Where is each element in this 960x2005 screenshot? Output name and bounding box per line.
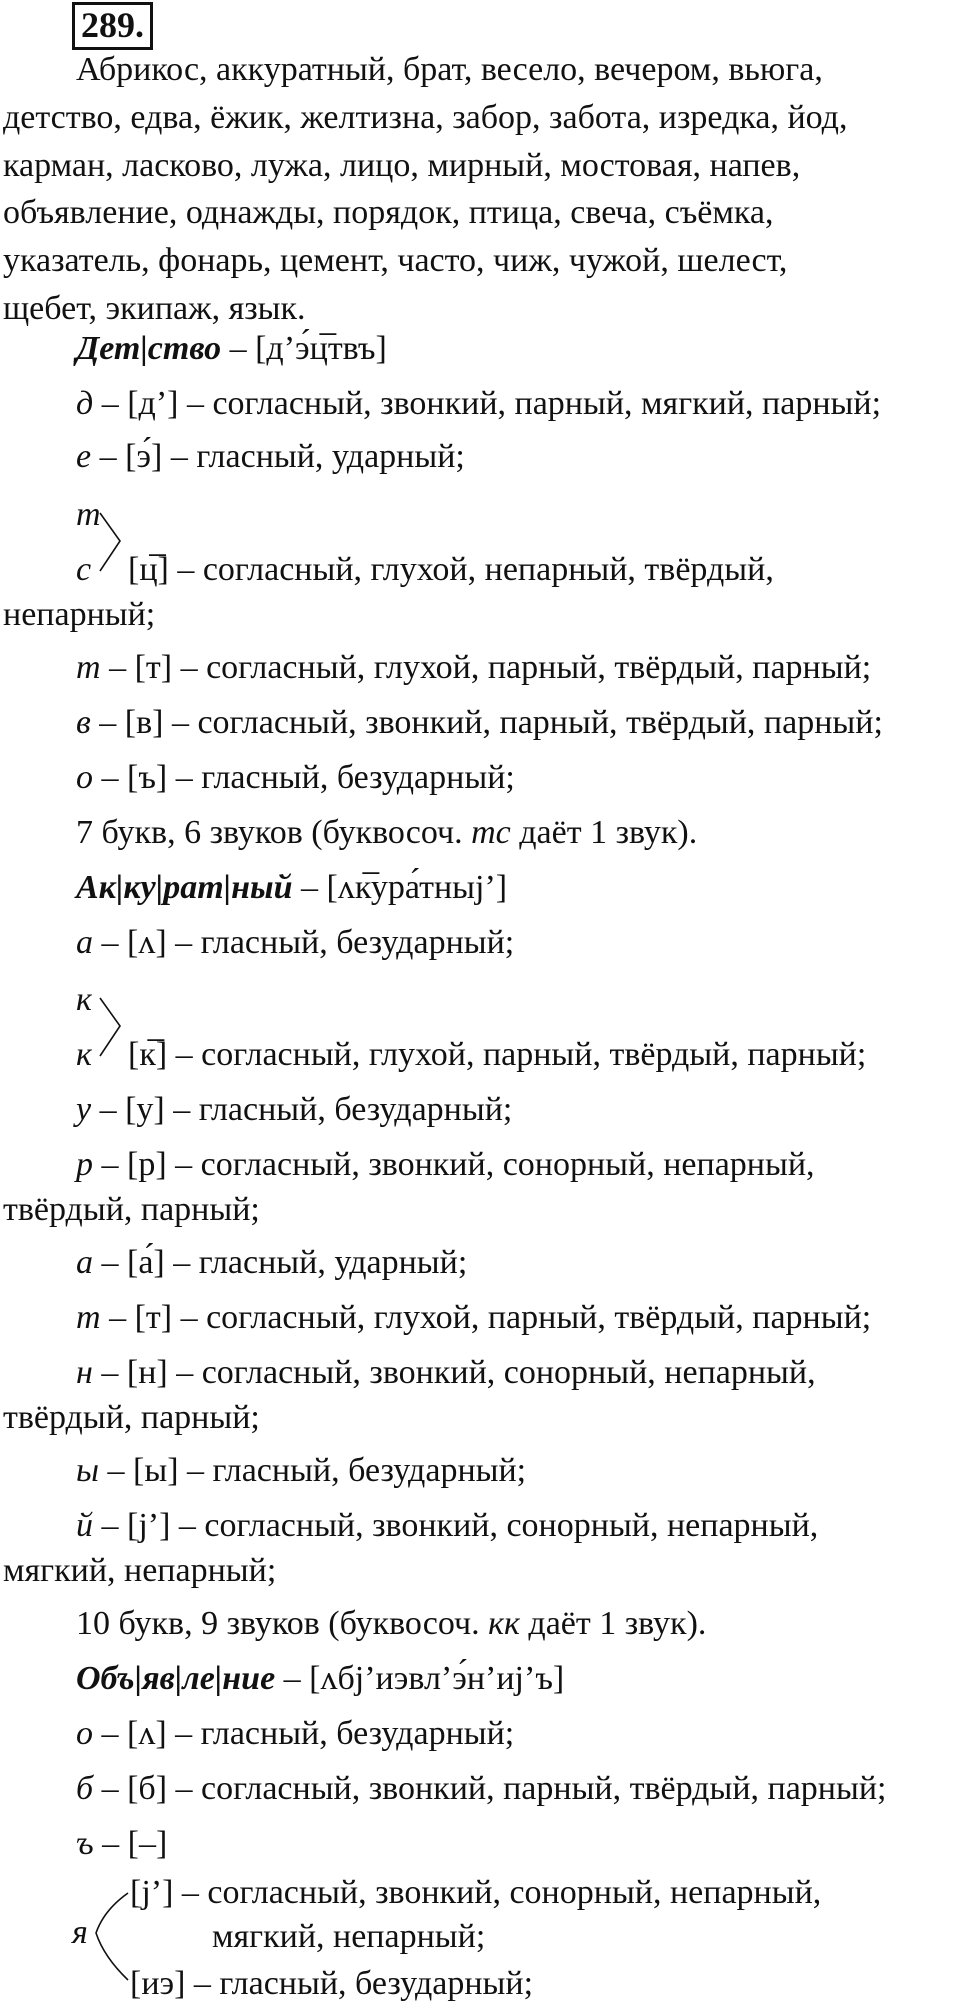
- exercise-number: 289.: [72, 2, 153, 50]
- transcription-obyavlenie: – [ʌбj’иэвл’э́н’иj’ъ]: [283, 1660, 565, 1697]
- letter: а: [76, 1244, 93, 1281]
- word-list-line: детство, едва, ёжик, желтизна, забор, забота, изредка, йод,: [3, 99, 848, 136]
- letter: о: [76, 1715, 93, 1752]
- letter-description: – [в] – согласный, звонкий, парный, твёрдый, парный;: [99, 704, 883, 741]
- letter-description: – [д’] – согласный, звонкий, парный, мягкий, парный;: [101, 385, 882, 422]
- letter-description: – [т] – согласный, глухой, парный, твёрдый, парный;: [109, 649, 872, 686]
- letter-description: [к̅] – согласный, глухой, парный, твёрдый, парный;: [128, 1036, 867, 1073]
- letter-description-cont: непарный;: [3, 596, 156, 633]
- letter: т: [76, 496, 101, 533]
- letter-description: – [–]: [102, 1825, 168, 1862]
- letter: с: [76, 551, 92, 588]
- letter: ъ: [76, 1825, 94, 1862]
- letter-description: – [э́] – гласный, ударный;: [99, 438, 465, 475]
- letter: к: [76, 981, 92, 1018]
- letter-description: – [ʌ] – гласный, безударный;: [101, 1715, 515, 1752]
- letter: ы: [76, 1452, 100, 1489]
- letter-description-cont: мягкий, непарный;: [3, 1552, 277, 1589]
- letter: в: [76, 704, 91, 741]
- letter-description: [j’] – согласный, звонкий, сонорный, непарный,: [130, 1874, 822, 1911]
- letter-description: – [н] – согласный, звонкий, сонорный, непарный,: [101, 1354, 816, 1391]
- word-list-line: карман, ласково, лужа, лицо, мирный, мостовая, напев,: [3, 147, 801, 184]
- letter: о: [76, 759, 93, 796]
- letter: е: [76, 438, 92, 475]
- summary-akkuratny: 10 букв, 9 звуков (буквосоч. кк даёт 1 звук).: [76, 1605, 707, 1642]
- word-list-line: объявление, однажды, порядок, птица, свеча, съёмка,: [3, 194, 774, 231]
- word-list-line: щебет, экипаж, язык.: [3, 290, 306, 327]
- letter: й: [76, 1507, 93, 1544]
- letter: т: [76, 649, 101, 686]
- letter-description: – [ʌ] – гласный, безударный;: [101, 924, 515, 961]
- transcription-detstvo: – [д’э́ц̅твъ]: [229, 330, 387, 367]
- word-list-line: указатель, фонарь, цемент, часто, чиж, чужой, шелест,: [3, 242, 788, 279]
- letter-description: – [р] – согласный, звонкий, сонорный, непарный,: [101, 1146, 815, 1183]
- letter-description: – [у] – гласный, безударный;: [99, 1091, 513, 1128]
- letter-description: – [ъ] – гласный, безударный;: [101, 759, 515, 796]
- transcription-akkuratny: – [ʌк̅ура́тныj’]: [301, 869, 508, 906]
- letter-description: – [а́] – гласный, ударный;: [101, 1244, 468, 1281]
- letter-description-cont: мягкий, непарный;: [212, 1918, 486, 1955]
- letter: у: [76, 1091, 92, 1128]
- word-list-line: Абрикос, аккуратный, брат, весело, вечером, вьюга,: [76, 51, 823, 88]
- letter: р: [76, 1146, 93, 1183]
- letter-description: [иэ] – гласный, безударный;: [130, 1965, 534, 2002]
- letter-description: – [j’] – согласный, звонкий, сонорный, непарный,: [101, 1507, 819, 1544]
- word-obyavlenie: Объ|яв|ле|ние: [76, 1660, 276, 1697]
- letter: т: [76, 1299, 101, 1336]
- letter-description: – [ы] – гласный, безударный;: [107, 1452, 527, 1489]
- letter: а: [76, 924, 93, 961]
- letter-description-cont: твёрдый, парный;: [3, 1191, 260, 1228]
- letter: я: [72, 1914, 88, 1951]
- summary-detstvo: 7 букв, 6 звуков (буквосоч. тс даёт 1 звук).: [76, 814, 698, 851]
- letter: н: [76, 1354, 93, 1391]
- letter-description: – [б] – согласный, звонкий, парный, твёрдый, парный;: [101, 1770, 887, 1807]
- letter-description-cont: твёрдый, парный;: [3, 1399, 260, 1436]
- letter: д: [76, 385, 94, 422]
- letter: к: [76, 1036, 92, 1073]
- word-detstvo: Дет|ство: [76, 330, 222, 367]
- letter-description: [ц̅] – согласный, глухой, непарный, твёрдый,: [128, 551, 774, 588]
- letter: б: [76, 1770, 94, 1807]
- letter-description: – [т] – согласный, глухой, парный, твёрдый, парный;: [109, 1299, 872, 1336]
- word-akkuratny: Ак|ку|рат|ный: [76, 869, 293, 906]
